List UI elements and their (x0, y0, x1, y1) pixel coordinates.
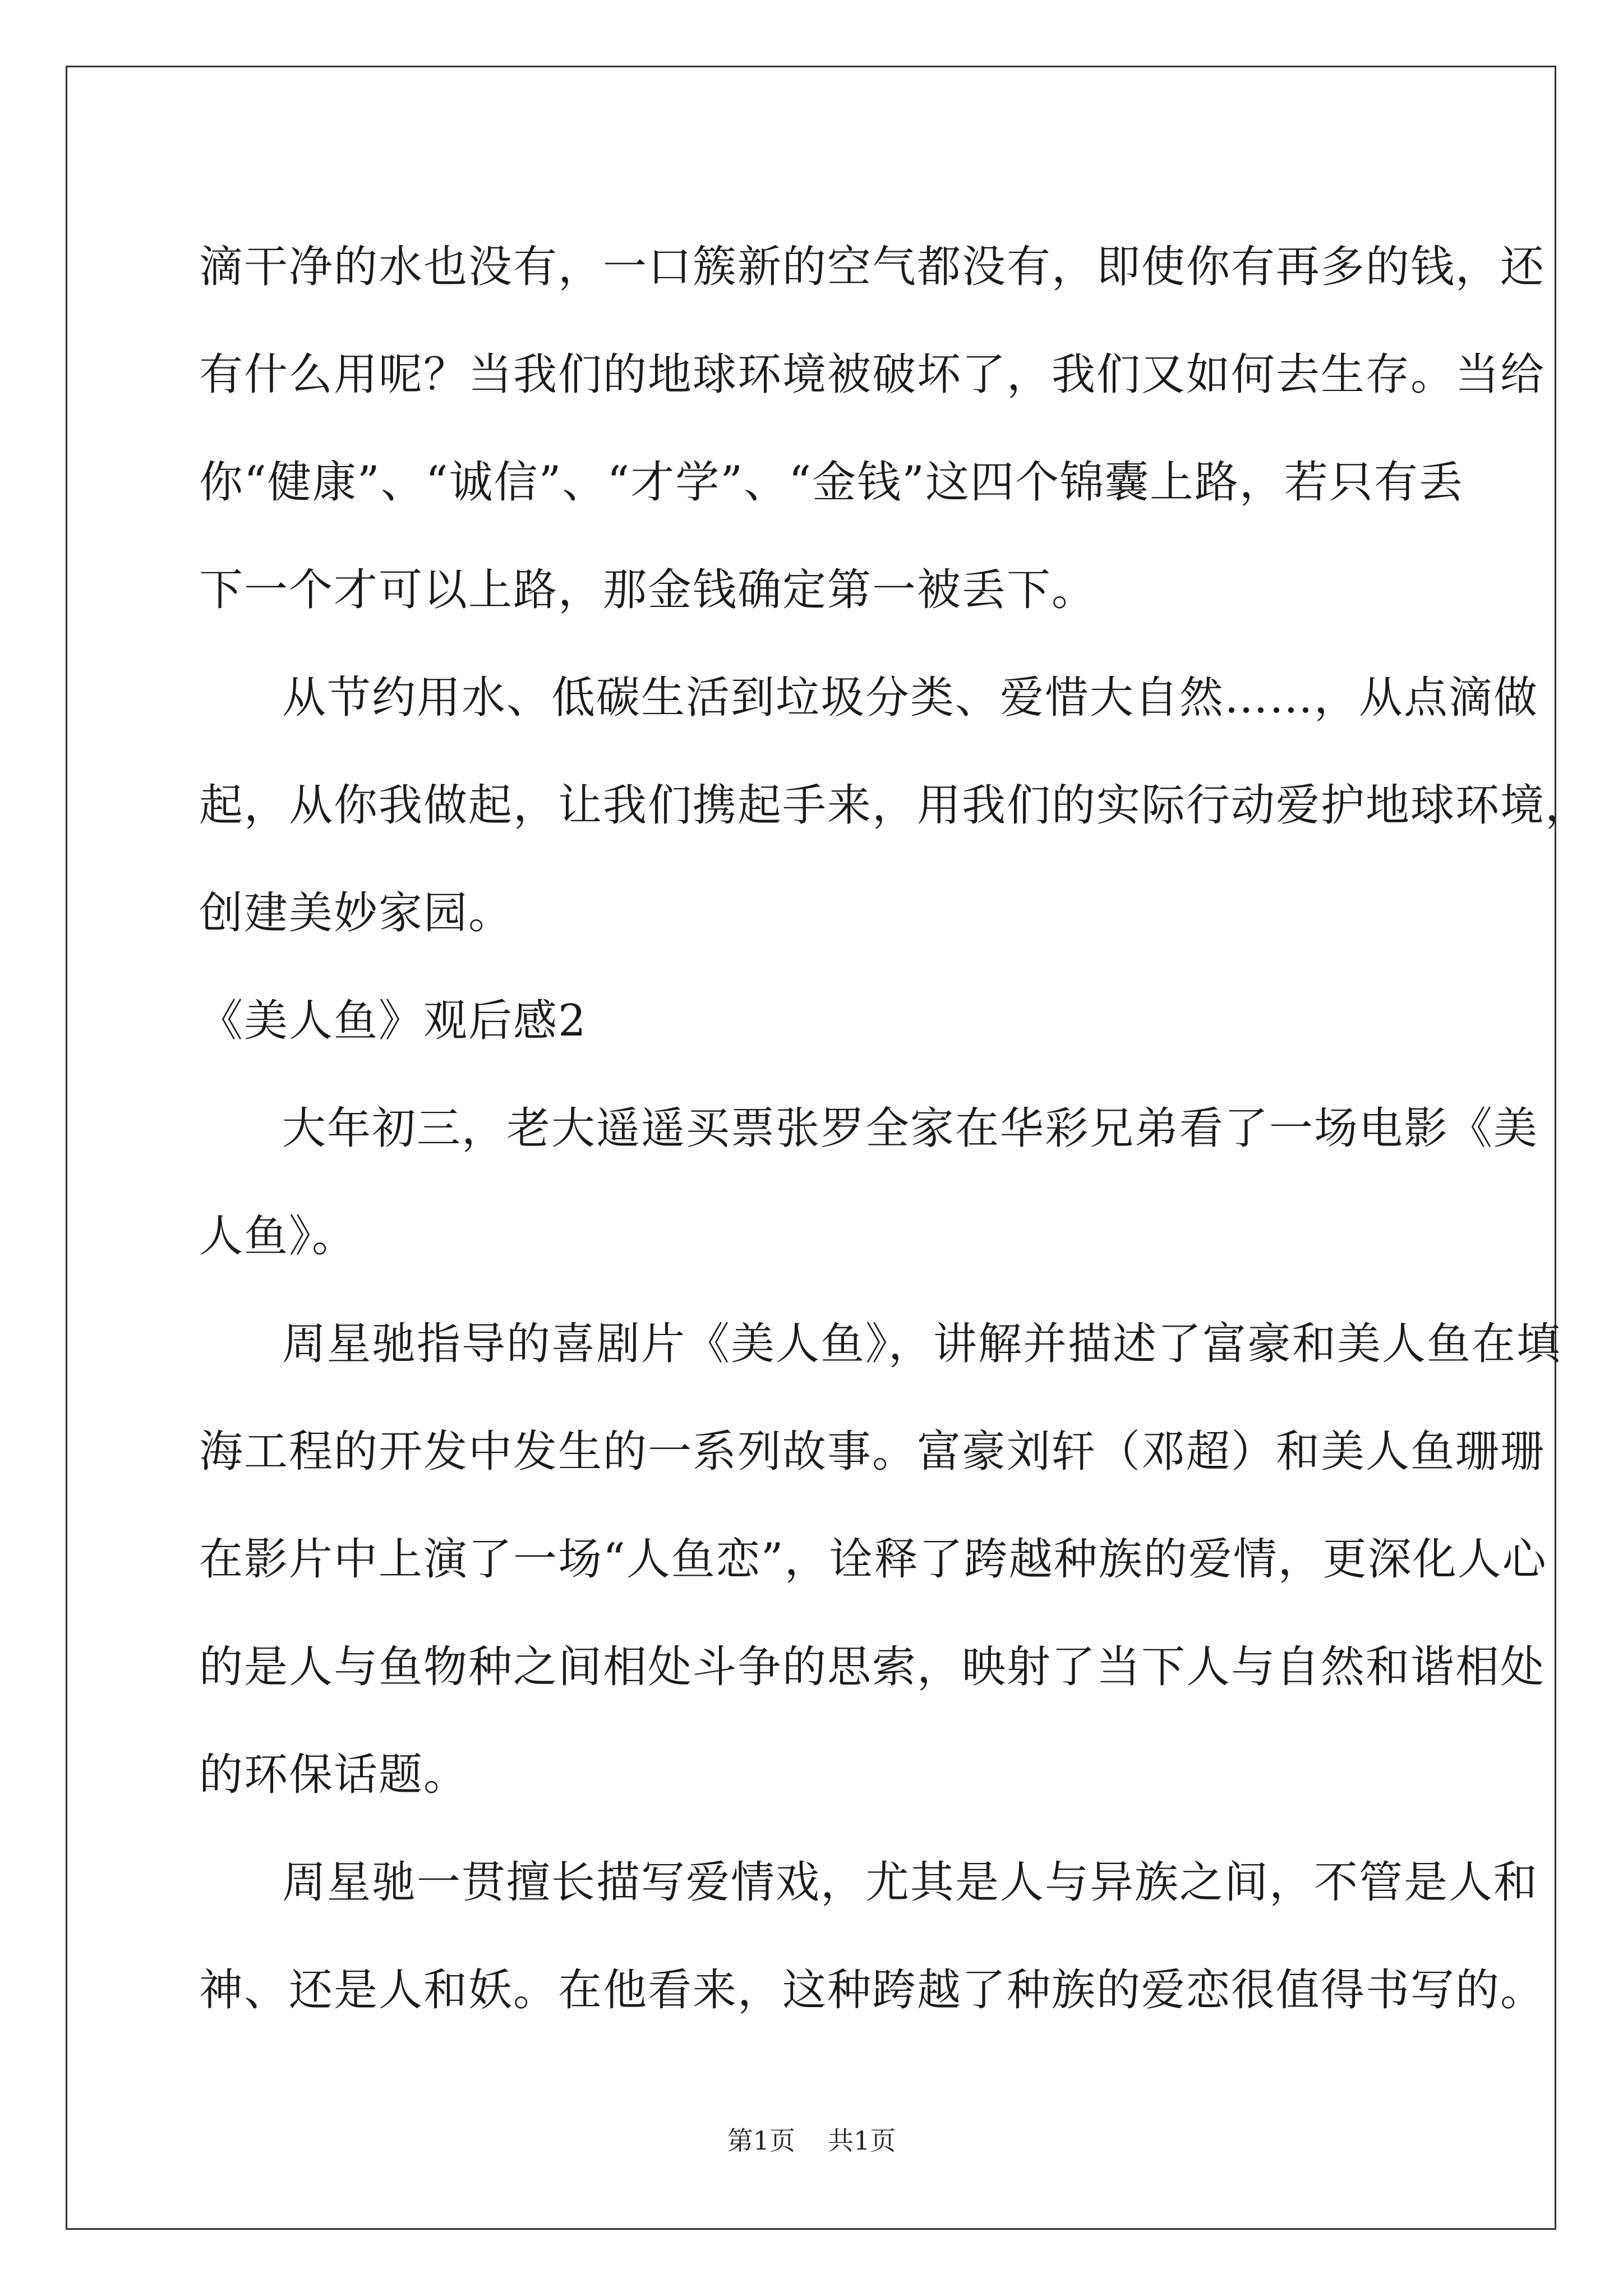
text-line: 从节约用水、低碳生活到垃圾分类、爱惜大自然……，从点滴做 (282, 673, 1539, 723)
text-line: 人鱼》。 (199, 1211, 357, 1262)
text-line: 起，从你我做起，让我们携起手来，用我们的实际行动爱护地球环境， (199, 780, 1590, 831)
text-line: 周星驰指导的喜剧片《美人鱼》，讲解并描述了富豪和美人鱼在填 (282, 1319, 1562, 1369)
text-line: 在影片中上演了一场“人鱼恋”，诠释了跨越种族的爱情，更深化人心 (199, 1534, 1547, 1585)
text-line: 海工程的开发中发生的一系列故事。富豪刘轩（邓超）和美人鱼珊珊 (199, 1427, 1546, 1477)
text-line: 有什么用呢？当我们的地球环境被破坏了，我们又如何去生存。当给 (199, 349, 1546, 400)
page-number: 第1页 (727, 2125, 795, 2156)
section-heading: 《美人鱼》观后感2 (199, 996, 587, 1046)
text-line: 下一个才可以上路，那金钱确定第一被丢下。 (199, 565, 1097, 615)
text-line: 你“健康”、“诚信”、“才学”、“金钱”这四个锦囊上路，若只有丢 (199, 457, 1464, 508)
page-footer (0, 2120, 1623, 2157)
page-total: 共1页 (828, 2125, 896, 2156)
text-line: 的是人与鱼物种之间相处斗争的思索，映射了当下人与自然和谐相处 (199, 1642, 1546, 1692)
text-line: 滴干净的水也没有，一口簇新的空气都没有，即使你有再多的钱，还 (199, 242, 1546, 292)
text-line: 神、还是人和妖。在他看来，这种跨越了种族的爱恋很值得书写的。 (199, 1965, 1546, 2016)
text-line: 的环保话题。 (199, 1750, 469, 1800)
document-body (199, 213, 1590, 2044)
text-line: 创建美妙家园。 (199, 888, 514, 938)
text-line: 周星驰一贯擅长描写爱情戏，尤其是人与异族之间，不管是人和 (282, 1857, 1539, 1908)
text-line: 大年初三，老大遥遥买票张罗全家在华彩兄弟看了一场电影《美 (282, 1103, 1539, 1154)
